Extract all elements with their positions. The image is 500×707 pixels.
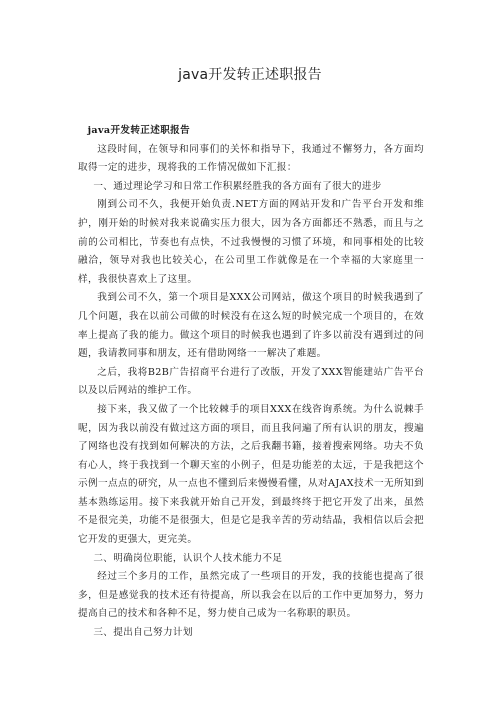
document-title: java开发转正述职报告 [178, 67, 322, 83]
body-paragraph: 我到公司不久，第一个项目是XXX公司网站，做这个项目的时候我遇到了几个问题，我在以前公司做的时候没有在这么短的时候完成一个项目的，在效率上提高了我的能力。做这个项目的时候我也遇到了许多以前没有遇到过的问题，我请教同事和朋友，还有借助网络一一解决了难题。 [78, 292, 424, 360]
body-paragraph: 刚到公司不久，我便开始负责.NET方面的网站开发和广告平台开发和维护，刚开始的时候对我来说确实压力很大，因为各方面都还不熟悉，而且与之前的公司相比，节奏也有点快，不过我慢慢的习惯了环境，和同事相处的比较融洽，领导对我也比较关心，在公司里工作就像是在一个幸福的大家庭里一样，我很快喜欢上了这里。 [78, 199, 424, 285]
body-paragraph: 接下来，我又做了一个比较棘手的项目XXX在线咨询系统。为什么说棘手呢，因为我以前没有做过这方面的项目，而且我问遍了所有认识的朋友，搜遍了网络也没有找到如何解决的方法，之后我翻书籍，接着搜索网络。功夫不负有心人，终于我找到一个聊天室的小例子，但是功能差的太远，于是我把这个示例一点点的研究，从一点也不懂到后来慢慢看懂，从对AJAX技术一无所知到基本熟练运用。接下来我就开始自己开发，到最终终于把它开发了出来，虽然不是很完美，功能不是很强大，但是它是我辛苦的劳动结晶，我相信以后会把它开发的更强大，更完美。 [78, 403, 424, 546]
body-paragraph: 经过三个多月的工作，虽然完成了一些项目的开发，我的技能也提高了很多，但是感觉我的技术还有待提高，所以我会在以后的工作中更加努力，努力提高自己的技术和各种不足，努力使自己成为一名称职的职员。 [78, 571, 424, 620]
document-body [78, 122, 424, 643]
section-heading: 一、通过理论学习和日常工作积累经胜我的各方面有了很大的进步 [93, 180, 382, 192]
body-paragraph: 这段时间，在领导和同事们的关怀和指导下，我通过不懈努力，各方面均取得一定的进步，现将我的工作情况做如下汇报： [78, 143, 424, 174]
body-paragraph: 之后，我将B2B广告招商平台进行了改版，开发了XXX智能建站广告平台以及以后网站的维护工作。 [78, 366, 424, 397]
section-heading: 二、明确岗位职能，认识个人技术能力不足 [93, 552, 283, 564]
body-heading: java开发转正述职报告 [87, 125, 191, 136]
section-heading: 三、提出自己努力计划 [93, 627, 193, 639]
